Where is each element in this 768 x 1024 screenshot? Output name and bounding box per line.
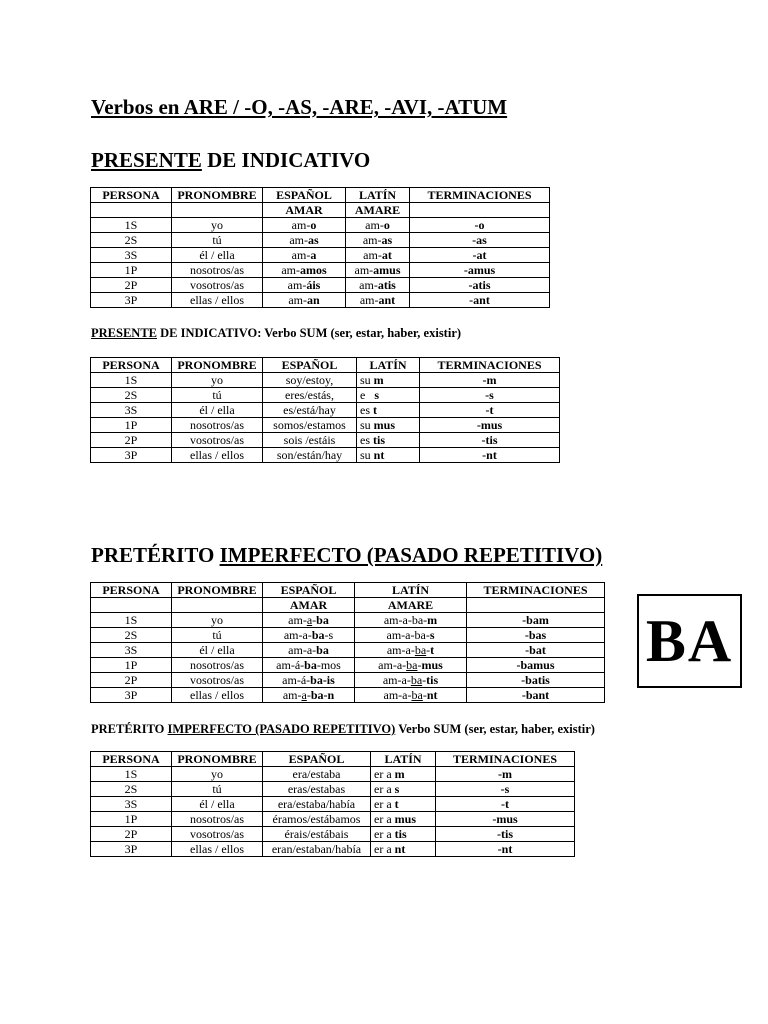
latin-ending: nt	[426, 688, 438, 702]
espanol-ending: -s	[324, 628, 334, 642]
persona-cell: 3S	[91, 403, 172, 418]
espanol-cell: eran/estaban/había	[263, 842, 371, 857]
subheader-amare: AMARE	[346, 203, 410, 218]
terminacion-cell: -atis	[410, 278, 550, 293]
table-row	[91, 388, 560, 403]
table-row	[91, 403, 560, 418]
latin-cell	[371, 827, 436, 842]
latin-stem: su	[360, 418, 374, 432]
persona-cell: 3P	[91, 688, 172, 703]
persona-cell: 3S	[91, 797, 172, 812]
latin-ending: mus	[394, 812, 416, 826]
espanol-cell	[263, 278, 346, 293]
persona-cell: 1S	[91, 767, 172, 782]
persona-cell: 1P	[91, 263, 172, 278]
latin-ending: m	[427, 613, 438, 627]
presente-sum-table	[90, 357, 560, 463]
section1-heading	[91, 148, 370, 173]
section3-heading-underlined: IMPERFECTO (PASADO REPETITIVO)	[219, 543, 603, 567]
latin-stem: am-	[362, 233, 382, 247]
subheader-amar: AMAR	[263, 203, 346, 218]
espanol-cell: es/está/hay	[263, 403, 357, 418]
table-row	[91, 448, 560, 463]
table-row	[91, 373, 560, 388]
header-latin: LATÍN	[357, 358, 420, 373]
espanol-cell: soy/estoy,	[263, 373, 357, 388]
terminacion-cell: -bant	[467, 688, 605, 703]
espanol-cell: éramos/estábamos	[263, 812, 371, 827]
latin-stem: er a	[374, 812, 395, 826]
persona-cell: 1P	[91, 658, 172, 673]
terminacion-cell: -bas	[467, 628, 605, 643]
persona-cell: 2P	[91, 278, 172, 293]
header-latin: LATÍN	[346, 188, 410, 203]
persona-cell: 3P	[91, 448, 172, 463]
latin-ba: ba	[414, 643, 427, 657]
table-row	[91, 767, 575, 782]
latin-cell	[355, 688, 467, 703]
pronombre-cell: él / ella	[172, 643, 263, 658]
espanol-cell: somos/estamos	[263, 418, 357, 433]
table-row	[91, 643, 605, 658]
persona-cell: 2P	[91, 673, 172, 688]
terminacion-cell: -t	[436, 797, 575, 812]
header-latin: LATÍN	[355, 583, 467, 598]
espanol-cell	[263, 688, 355, 703]
terminacion-cell: -batis	[467, 673, 605, 688]
table-row	[91, 673, 605, 688]
latin-stem: am-	[363, 248, 382, 262]
espanol-cell	[263, 658, 355, 673]
table-row	[91, 263, 550, 278]
espanol-stem: am-	[282, 688, 302, 702]
table-row	[91, 248, 550, 263]
table-row	[91, 418, 560, 433]
espanol-cell: era/estaba	[263, 767, 371, 782]
terminacion-cell: -mus	[420, 418, 560, 433]
header-pronombre: PRONOMBRE	[172, 752, 263, 767]
espanol-stem: am-	[281, 263, 300, 277]
latin-cell	[357, 403, 420, 418]
persona-cell: 3P	[91, 842, 172, 857]
espanol-cell	[263, 263, 346, 278]
terminacion-cell: -o	[410, 218, 550, 233]
pronombre-cell: tú	[172, 628, 263, 643]
pronombre-cell: él / ella	[172, 248, 263, 263]
persona-cell: 1S	[91, 613, 172, 628]
latin-ending: t	[394, 797, 399, 811]
persona-cell: 2P	[91, 433, 172, 448]
terminacion-cell: -mus	[436, 812, 575, 827]
pronombre-cell: ellas / ellos	[172, 842, 263, 857]
latin-ending: atis	[377, 278, 396, 292]
section1-heading-underlined: PRESENTE	[91, 148, 202, 172]
section2-heading-rest: DE INDICATIVO: Verbo SUM (ser, estar, haber, existir)	[157, 326, 462, 340]
espanol-cell	[263, 628, 355, 643]
persona-cell: 1S	[91, 373, 172, 388]
terminacion-cell: -tis	[420, 433, 560, 448]
espanol-ba: ba	[311, 628, 325, 642]
latin-ending: amus	[373, 263, 401, 277]
latin-sep: -	[422, 688, 427, 702]
pronombre-cell: yo	[172, 767, 263, 782]
espanol-ba: ba	[316, 643, 329, 657]
subheader-empty	[410, 203, 550, 218]
persona-cell: 1S	[91, 218, 172, 233]
latin-cell	[346, 278, 410, 293]
latin-cell	[355, 613, 467, 628]
persona-cell: 2S	[91, 388, 172, 403]
pronombre-cell: yo	[172, 218, 263, 233]
latin-ending: at	[381, 248, 392, 262]
latin-ba: ba	[406, 658, 418, 672]
pronombre-cell: yo	[172, 613, 263, 628]
imperfecto-sum-rows	[91, 767, 575, 857]
espanol-cell: era/estaba/había	[263, 797, 371, 812]
table-row	[91, 658, 605, 673]
espanol-ending: a	[310, 248, 317, 262]
header-persona: PERSONA	[91, 752, 172, 767]
table-row	[91, 797, 575, 812]
table-row	[91, 842, 575, 857]
header-terminaciones: TERMINACIONES	[467, 583, 605, 598]
latin-sep: -	[417, 658, 422, 672]
terminacion-cell: -t	[420, 403, 560, 418]
espanol-stem: am-a-	[288, 643, 317, 657]
latin-cell	[346, 248, 410, 263]
header-espanol: ESPAÑOL	[263, 583, 355, 598]
latin-cell	[355, 643, 467, 658]
section3-heading-plain: PRETÉRITO	[91, 543, 220, 567]
latin-cell	[357, 433, 420, 448]
table-header-row	[91, 583, 605, 598]
terminacion-cell: -as	[410, 233, 550, 248]
latin-ba: ba	[414, 628, 426, 642]
persona-cell: 1P	[91, 812, 172, 827]
latin-ending: t	[373, 403, 377, 417]
latin-ending: mus	[421, 658, 443, 672]
latin-cell	[346, 293, 410, 308]
espanol-cell	[263, 643, 355, 658]
espanol-stem: am-	[287, 278, 307, 292]
subheader-empty	[91, 598, 172, 613]
latin-stem: er a	[374, 767, 395, 781]
table-header-row	[91, 752, 575, 767]
subheader-empty	[172, 203, 263, 218]
terminacion-cell: -s	[436, 782, 575, 797]
persona-cell: 2S	[91, 782, 172, 797]
presente-amar-table	[90, 187, 550, 308]
persona-cell: 2S	[91, 628, 172, 643]
latin-cell	[357, 373, 420, 388]
espanol-cell	[263, 673, 355, 688]
persona-cell: 2P	[91, 827, 172, 842]
espanol-cell	[263, 233, 346, 248]
latin-ending: s	[394, 782, 400, 796]
latin-cell	[346, 233, 410, 248]
table-row	[91, 827, 575, 842]
latin-cell	[357, 388, 420, 403]
espanol-ba: ba-is	[310, 673, 335, 687]
table-row	[91, 628, 605, 643]
espanol-ending: an	[306, 293, 320, 307]
latin-ending: s	[429, 628, 435, 642]
latin-ending: tis	[394, 827, 407, 841]
latin-stem: er a	[374, 827, 395, 841]
section4-heading-underlined: IMPERFECTO (PASADO REPETITIVO)	[167, 722, 396, 736]
latin-stem: am-a-	[386, 643, 415, 657]
latin-ending: mus	[373, 418, 396, 432]
espanol-ba: ba	[316, 613, 329, 627]
section4-heading	[91, 722, 595, 737]
espanol-stem: am-	[291, 248, 311, 262]
imperfecto-amar-table	[90, 582, 605, 703]
pronombre-cell: nosotros/as	[172, 658, 263, 673]
table-row	[91, 782, 575, 797]
latin-cell	[355, 658, 467, 673]
pronombre-cell: nosotros/as	[172, 812, 263, 827]
persona-cell: 2S	[91, 233, 172, 248]
latin-ba: ba	[410, 673, 423, 687]
latin-stem: er a	[374, 842, 395, 856]
espanol-cell	[263, 613, 355, 628]
espanol-stem: am-á-	[276, 658, 305, 672]
persona-cell: 3P	[91, 293, 172, 308]
latin-cell	[346, 263, 410, 278]
latin-stem: er a	[374, 797, 395, 811]
terminacion-cell: -nt	[436, 842, 575, 857]
imperfecto-amar-rows	[91, 613, 605, 703]
latin-ba: ba	[411, 688, 423, 702]
table-row	[91, 812, 575, 827]
pronombre-cell: él / ella	[172, 797, 263, 812]
espanol-cell: eres/estás,	[263, 388, 357, 403]
header-pronombre: PRONOMBRE	[172, 358, 263, 373]
terminacion-cell: -bat	[467, 643, 605, 658]
pronombre-cell: tú	[172, 388, 263, 403]
latin-stem: am-	[354, 263, 374, 277]
latin-stem: su	[360, 373, 374, 387]
persona-cell: 1P	[91, 418, 172, 433]
pronombre-cell: él / ella	[172, 403, 263, 418]
header-persona: PERSONA	[91, 583, 172, 598]
espanol-stem: am-	[288, 293, 307, 307]
espanol-cell	[263, 293, 346, 308]
subheader-empty	[467, 598, 605, 613]
terminacion-cell: -bamus	[467, 658, 605, 673]
latin-stem: am-	[359, 278, 378, 292]
section4-heading-plain: PRETÉRITO	[91, 722, 168, 736]
latin-sep: -	[425, 628, 430, 642]
header-persona: PERSONA	[91, 188, 172, 203]
espanol-stem: am-a-	[283, 628, 312, 642]
latin-stem: am-a-	[383, 613, 412, 627]
subheader-amare: AMARE	[355, 598, 467, 613]
latin-cell	[346, 218, 410, 233]
header-espanol: ESPAÑOL	[263, 188, 346, 203]
espanol-stem: am-	[288, 613, 307, 627]
subheader-amar: AMAR	[263, 598, 355, 613]
latin-ending: m	[394, 767, 405, 781]
espanol-ending: áis	[306, 278, 321, 292]
espanol-stem: am-á-	[282, 673, 311, 687]
latin-ending: as	[381, 233, 393, 247]
espanol-sep: -	[306, 688, 311, 702]
header-pronombre: PRONOMBRE	[172, 188, 263, 203]
table-row	[91, 613, 605, 628]
latin-sep: -	[426, 643, 431, 657]
latin-cell	[357, 418, 420, 433]
pronombre-cell: vosotros/as	[172, 673, 263, 688]
persona-cell: 3S	[91, 643, 172, 658]
latin-stem: e	[360, 388, 375, 402]
espanol-ending: amos	[299, 263, 327, 277]
table-header-row	[91, 188, 550, 203]
header-espanol: ESPAÑOL	[263, 752, 371, 767]
espanol-cell: sois /estáis	[263, 433, 357, 448]
espanol-cell: eras/estabas	[263, 782, 371, 797]
terminacion-cell: -ant	[410, 293, 550, 308]
pronombre-cell: tú	[172, 233, 263, 248]
presente-sum-rows	[91, 373, 560, 463]
latin-cell	[371, 797, 436, 812]
latin-stem: es	[360, 403, 373, 417]
latin-cell	[355, 673, 467, 688]
latin-stem: es	[360, 433, 373, 447]
latin-cell	[371, 782, 436, 797]
latin-cell	[355, 628, 467, 643]
latin-stem: am-	[365, 218, 384, 232]
document-title: Verbos en ARE / -O, -AS, -ARE, -AVI, -ATUM	[91, 95, 508, 119]
espanol-cell	[263, 248, 346, 263]
espanol-ending: o	[310, 218, 317, 232]
terminacion-cell: -bam	[467, 613, 605, 628]
latin-ending: nt	[373, 448, 385, 462]
section4-heading-rest: Verbo SUM (ser, estar, haber, existir)	[395, 722, 595, 736]
terminacion-cell: -nt	[420, 448, 560, 463]
header-latin: LATÍN	[371, 752, 436, 767]
latin-sep: -	[422, 673, 427, 687]
table-row	[91, 688, 605, 703]
latin-ending: tis	[426, 673, 439, 687]
pronombre-cell: ellas / ellos	[172, 688, 263, 703]
header-persona: PERSONA	[91, 358, 172, 373]
latin-ending: tis	[373, 433, 385, 447]
section2-heading	[91, 326, 461, 341]
espanol-cell: érais/estábais	[263, 827, 371, 842]
ba-emphasis-box: BA	[637, 594, 742, 688]
latin-ba: ba	[411, 613, 424, 627]
latin-cell	[371, 842, 436, 857]
header-terminaciones: TERMINACIONES	[410, 188, 550, 203]
latin-ending: s	[374, 388, 379, 402]
header-terminaciones: TERMINACIONES	[436, 752, 575, 767]
latin-stem: er a	[374, 782, 395, 796]
presente-amar-rows	[91, 218, 550, 308]
header-terminaciones: TERMINACIONES	[420, 358, 560, 373]
table-subheader-row	[91, 598, 605, 613]
pronombre-cell: tú	[172, 782, 263, 797]
espanol-vowel: a	[306, 613, 313, 627]
table-row	[91, 233, 550, 248]
subheader-empty	[91, 203, 172, 218]
pronombre-cell: nosotros/as	[172, 263, 263, 278]
subheader-empty	[172, 598, 263, 613]
terminacion-cell: -at	[410, 248, 550, 263]
espanol-stem: am-	[289, 233, 308, 247]
latin-stem: am-a-	[378, 658, 407, 672]
espanol-ending: -mos	[316, 658, 341, 672]
latin-ending: m	[373, 373, 384, 387]
espanol-cell: son/están/hay	[263, 448, 357, 463]
espanol-stem: am-	[291, 218, 311, 232]
terminacion-cell: -tis	[436, 827, 575, 842]
latin-stem: su	[360, 448, 374, 462]
persona-cell: 3S	[91, 248, 172, 263]
table-header-row	[91, 358, 560, 373]
imperfecto-sum-table	[90, 751, 575, 857]
section2-heading-underlined: PRESENTE	[91, 326, 157, 340]
terminacion-cell: -m	[420, 373, 560, 388]
espanol-ba: ba-n	[310, 688, 335, 702]
table-row	[91, 218, 550, 233]
pronombre-cell: ellas / ellos	[172, 293, 263, 308]
latin-stem: am-a-	[386, 628, 415, 642]
section1-heading-rest: DE INDICATIVO	[201, 148, 371, 172]
latin-ending: o	[383, 218, 390, 232]
header-pronombre: PRONOMBRE	[172, 583, 263, 598]
pronombre-cell: yo	[172, 373, 263, 388]
table-row	[91, 433, 560, 448]
latin-ending: ant	[378, 293, 396, 307]
espanol-sep: -	[312, 613, 317, 627]
table-subheader-row	[91, 203, 550, 218]
terminacion-cell: -amus	[410, 263, 550, 278]
latin-stem: am-a-	[383, 688, 412, 702]
espanol-vowel: a	[301, 688, 307, 702]
terminacion-cell: -m	[436, 767, 575, 782]
espanol-cell	[263, 218, 346, 233]
table-row	[91, 293, 550, 308]
latin-ending: t	[430, 643, 435, 657]
latin-sep: -	[423, 613, 428, 627]
table-row	[91, 278, 550, 293]
latin-cell	[357, 448, 420, 463]
latin-stem: am-	[359, 293, 379, 307]
latin-stem: am-a-	[382, 673, 411, 687]
latin-cell	[371, 812, 436, 827]
terminacion-cell: -s	[420, 388, 560, 403]
espanol-ending: as	[307, 233, 319, 247]
pronombre-cell: nosotros/as	[172, 418, 263, 433]
latin-cell	[371, 767, 436, 782]
header-espanol: ESPAÑOL	[263, 358, 357, 373]
section3-heading	[91, 543, 602, 568]
pronombre-cell: vosotros/as	[172, 827, 263, 842]
pronombre-cell: vosotros/as	[172, 433, 263, 448]
latin-ending: nt	[394, 842, 406, 856]
pronombre-cell: ellas / ellos	[172, 448, 263, 463]
pronombre-cell: vosotros/as	[172, 278, 263, 293]
espanol-ba: ba	[304, 658, 317, 672]
